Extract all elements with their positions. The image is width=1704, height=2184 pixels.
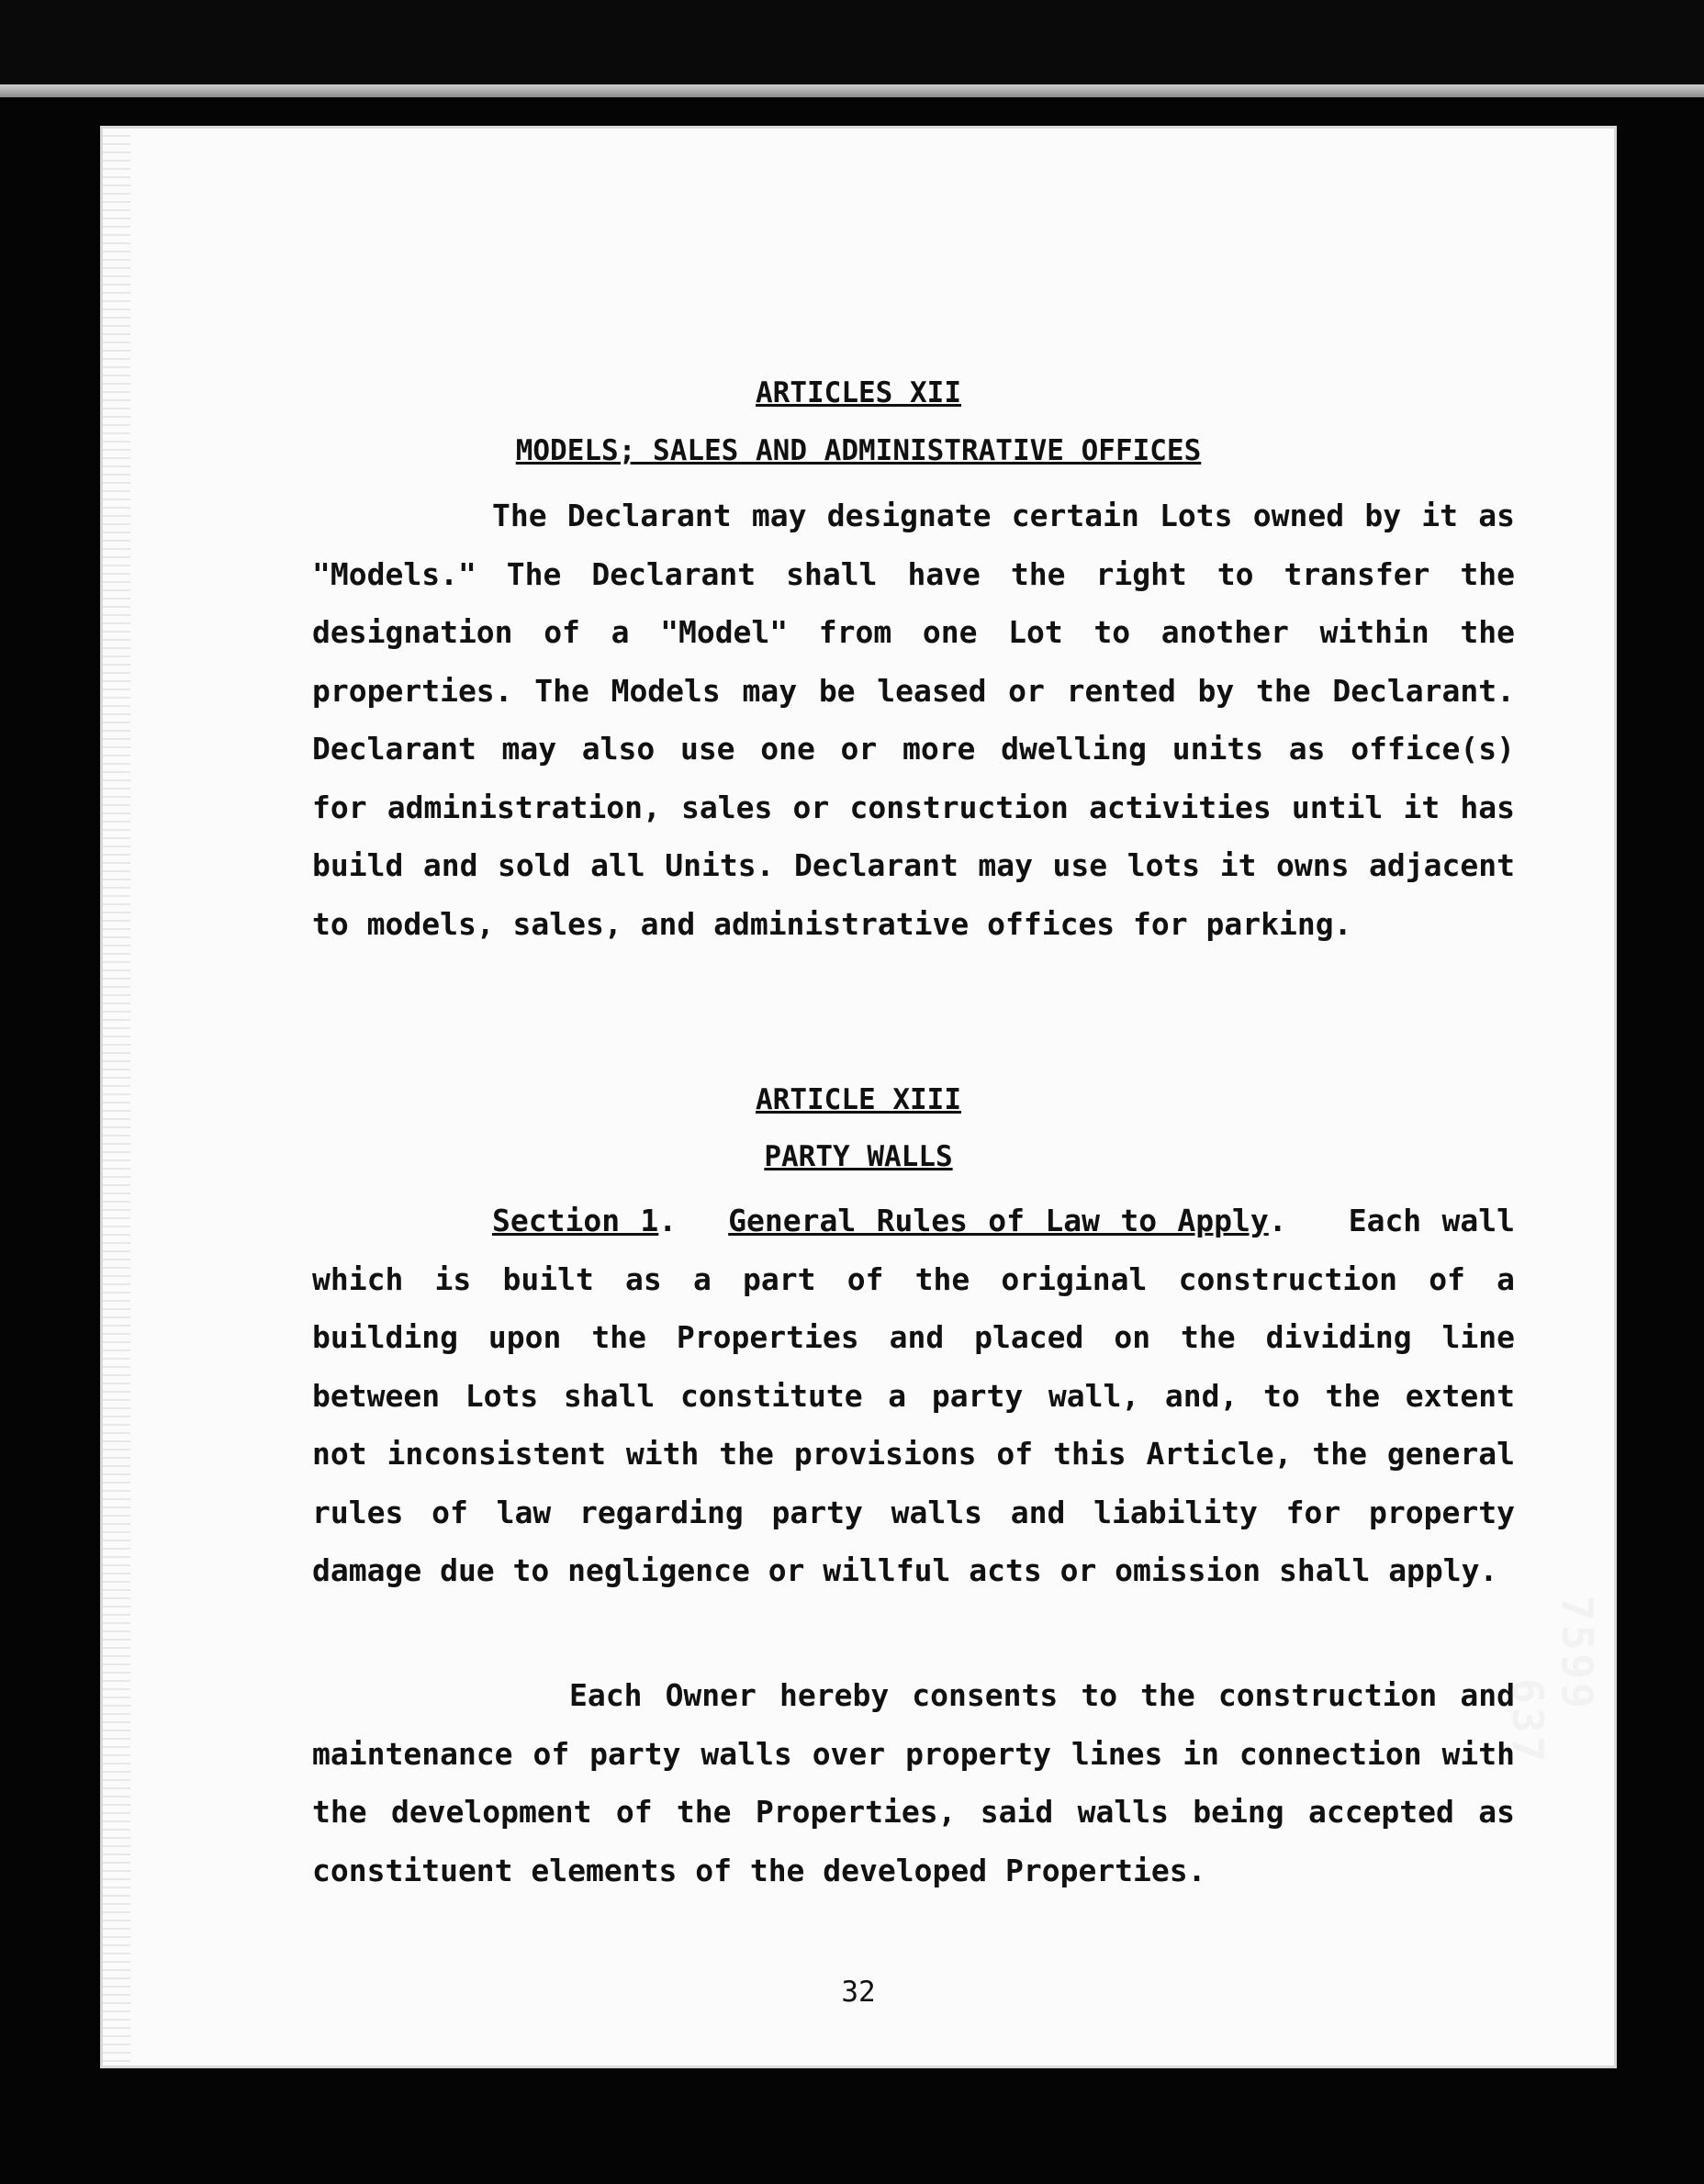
article-12-heading: ARTICLES XII (756, 376, 961, 409)
scan-paper-edge (0, 84, 1704, 97)
margin-number: 637 (1503, 1678, 1553, 1766)
article-13-heading: ARTICLE XIII (756, 1083, 961, 1116)
section-text: Each wall which is built as a part of the original construction of a building upon the Properties and placed on the dividing line between Lots shall constitute a party wall, and, to the extent not inconsistent with the provisions of this Article, the general rules of law regarding party walls and liability for property damage due to negligence or willful acts or omission shall apply. (312, 1203, 1515, 1588)
article-13-title: PARTY WALLS (764, 1140, 953, 1173)
article-12-paragraph: The Declarant may designate certain Lots owned by it as "Models." The Declarant shall have the right to transfer the designation of a "Model" from one Lot to another within the properties. The Models may be leased or rented by the Declarant. Declarant may also use one or more dwelling units as office(s) for administration, sales or construction activities until it has build and sold all Units. Declarant may use lots it owns adjacent to models, sales, and administrative offices for parking. (312, 498, 1515, 942)
document-page (103, 129, 1614, 2066)
scan-top-border (0, 0, 1704, 84)
margin-recording-numbers (1503, 1596, 1602, 1765)
article-13-paragraph-2: Each Owner hereby consents to the construction and maintenance of party walls over property lines in connection with the development of the Properties, said walls being accepted as constituent elements of the developed Properties. (312, 1677, 1515, 1888)
margin-number: 7599 (1553, 1596, 1602, 1712)
section-label: Section 1 (492, 1203, 659, 1238)
section-title: General Rules of Law to Apply (728, 1203, 1269, 1238)
page-number: 32 (841, 1976, 876, 2009)
article-12-title: MODELS; SALES AND ADMINISTRATIVE OFFICES (515, 434, 1202, 467)
article-13-section-1: Section 1. General Rules of Law to Apply. Each wall which is built as a part of the original construction of a building upon the Properties and placed on the dividing line between Lots shall constitute a party wall, and, to the extent not inconsistent with the provisions of this Article, the general rules of law regarding party walls and liability for property damage due to negligence or willful acts or omission shall apply. (312, 1203, 1515, 1588)
